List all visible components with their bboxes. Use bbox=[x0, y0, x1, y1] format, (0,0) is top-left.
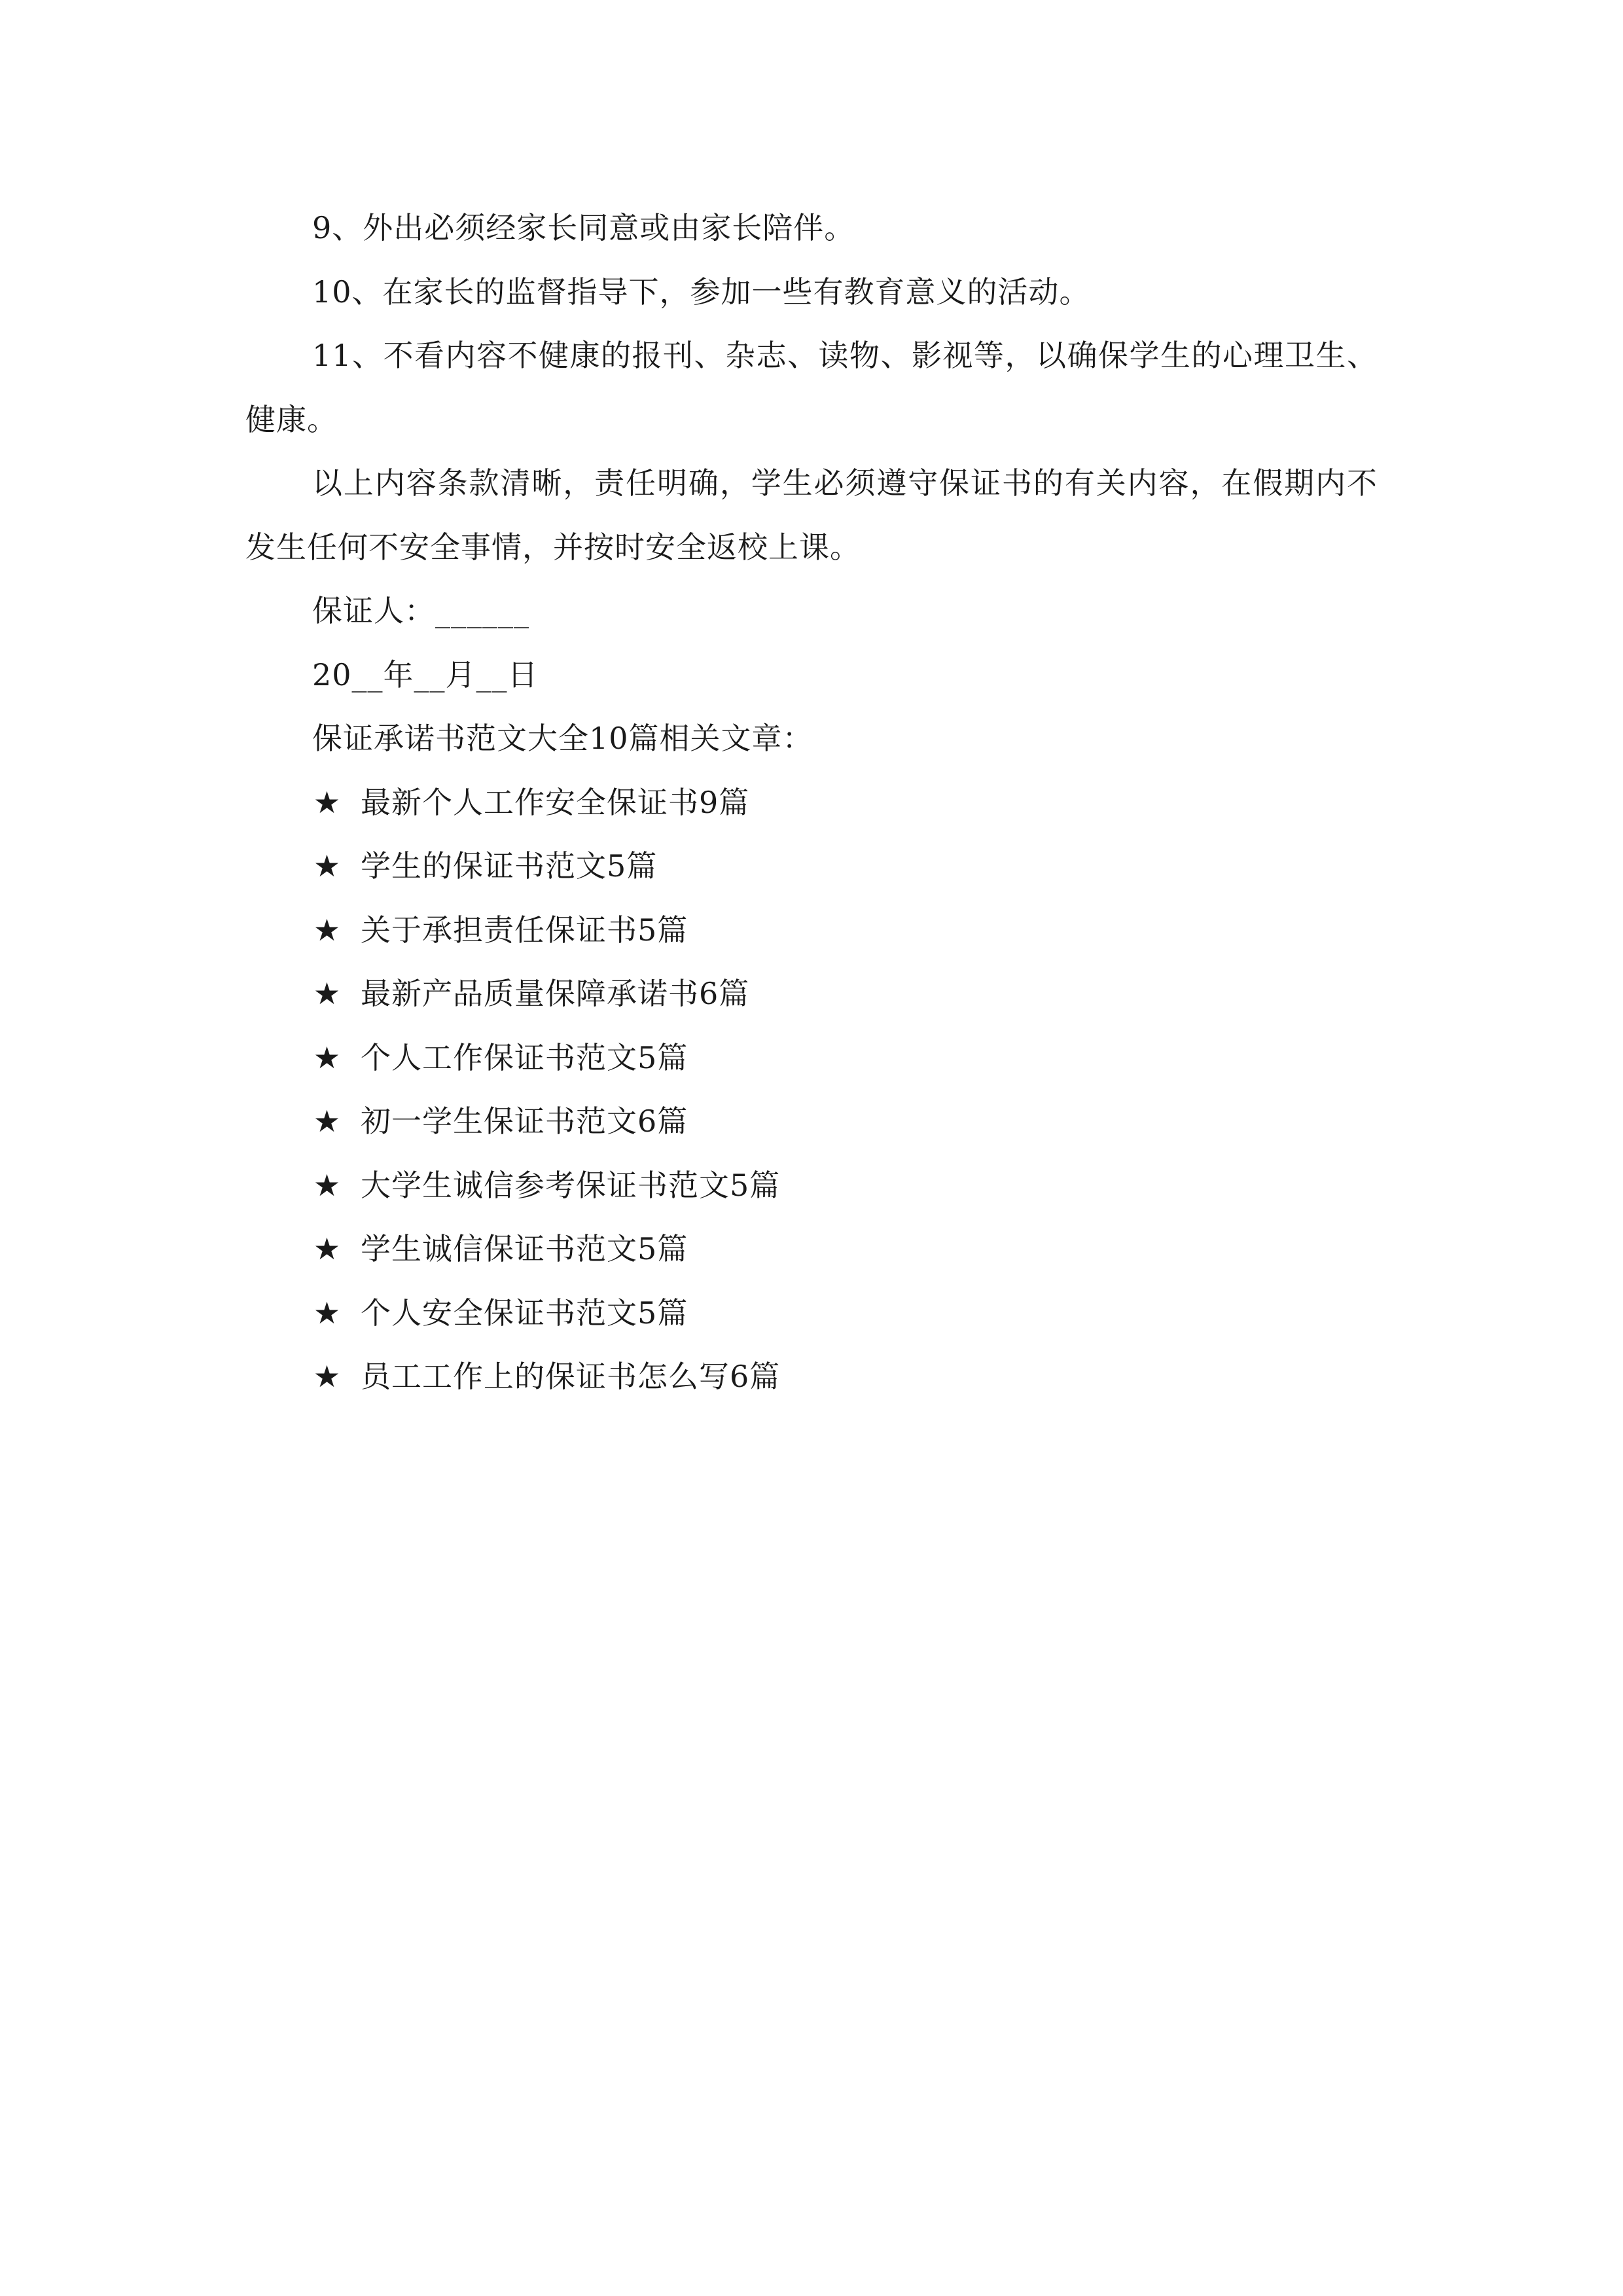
related-article-title: 最新个人工作安全保证书9篇 bbox=[361, 784, 750, 820]
related-article-link[interactable] bbox=[245, 1217, 1378, 1282]
related-articles-list bbox=[245, 771, 1378, 1409]
paragraph-summary: 以上内容条款清晰，责任明确，学生必须遵守保证书的有关内容，在假期内不发生任何不安全事情，并按时安全返校上课。 bbox=[245, 465, 1378, 565]
related-article-link[interactable] bbox=[245, 962, 1378, 1026]
star-icon: ★ bbox=[313, 1103, 342, 1139]
related-article-link[interactable] bbox=[245, 1154, 1378, 1218]
related-article-link[interactable] bbox=[245, 1345, 1378, 1409]
star-icon: ★ bbox=[313, 1295, 342, 1331]
related-heading: 保证承诺书范文大全10篇相关文章： bbox=[312, 721, 813, 756]
related-article-title: 学生诚信保证书范文5篇 bbox=[361, 1231, 688, 1266]
related-article-title: 大学生诚信参考保证书范文5篇 bbox=[361, 1167, 781, 1203]
star-icon: ★ bbox=[313, 976, 342, 1011]
star-icon: ★ bbox=[313, 912, 342, 948]
related-article-link[interactable] bbox=[245, 1090, 1378, 1154]
star-icon: ★ bbox=[313, 1039, 342, 1075]
star-icon: ★ bbox=[313, 848, 342, 884]
star-icon: ★ bbox=[313, 1359, 342, 1394]
star-icon: ★ bbox=[313, 1231, 342, 1266]
related-article-link[interactable] bbox=[245, 1282, 1378, 1346]
related-article-title: 学生的保证书范文5篇 bbox=[361, 848, 658, 884]
related-article-link[interactable] bbox=[245, 771, 1378, 835]
date-line: 20__年__月__日 bbox=[312, 656, 539, 692]
related-article-title: 初一学生保证书范文6篇 bbox=[361, 1103, 688, 1139]
related-article-title: 关于承担责任保证书5篇 bbox=[361, 912, 688, 948]
paragraph-item-10: 10、在家长的监督指导下，参加一些有教育意义的活动。 bbox=[312, 274, 1090, 310]
document-body bbox=[245, 196, 1378, 1409]
star-icon: ★ bbox=[313, 1167, 342, 1203]
related-article-title: 员工工作上的保证书怎么写6篇 bbox=[361, 1359, 781, 1394]
related-article-link[interactable] bbox=[245, 834, 1378, 899]
related-article-link[interactable] bbox=[245, 1026, 1378, 1090]
star-icon: ★ bbox=[313, 784, 342, 820]
related-article-link[interactable] bbox=[245, 899, 1378, 963]
paragraph-item-9: 9、外出必须经家长同意或由家长陪伴。 bbox=[312, 210, 855, 245]
related-article-title: 个人安全保证书范文5篇 bbox=[361, 1295, 688, 1331]
signature-line: 保证人：______ bbox=[312, 593, 529, 628]
related-article-title: 最新产品质量保障承诺书6篇 bbox=[361, 976, 750, 1011]
paragraph-item-11: 11、不看内容不健康的报刊、杂志、读物、影视等，以确保学生的心理卫生、健康。 bbox=[245, 338, 1378, 437]
related-article-title: 个人工作保证书范文5篇 bbox=[361, 1039, 688, 1075]
